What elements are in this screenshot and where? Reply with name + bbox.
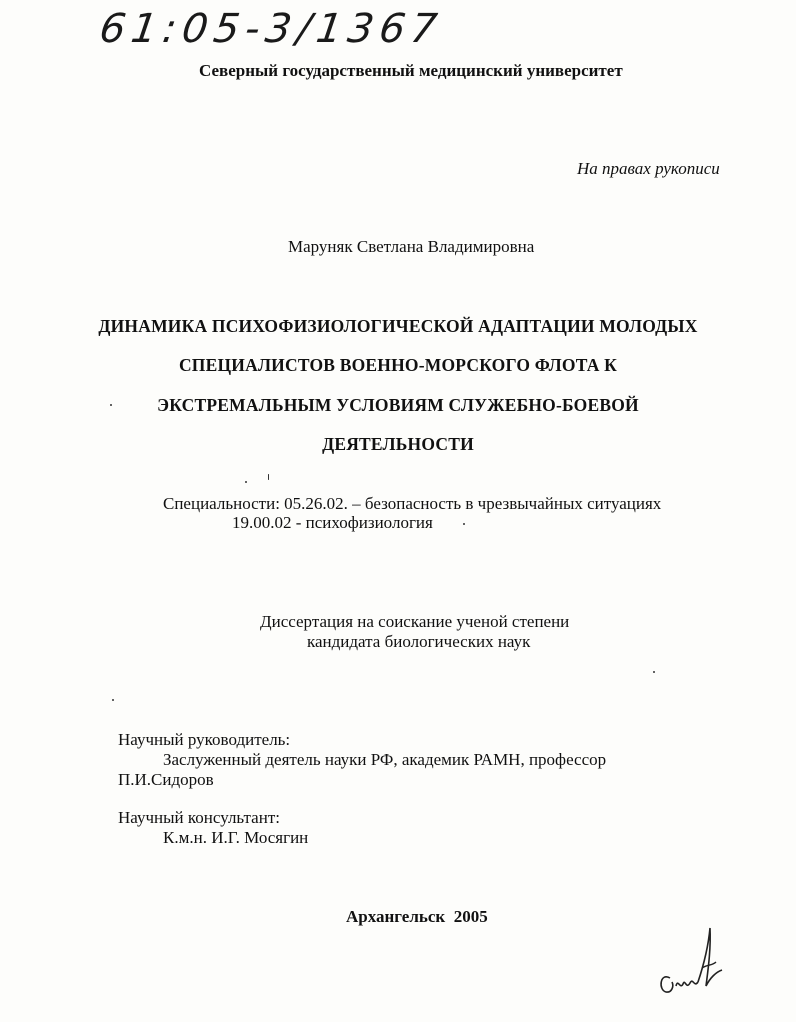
rights-note: На правах рукописи xyxy=(577,159,720,178)
consultant-label: Научный консультант: xyxy=(118,808,280,827)
scan-speck xyxy=(268,474,269,480)
title-line-1: ДИНАМИКА ПСИХОФИЗИОЛОГИЧЕСКОЙ АДАПТАЦИИ МОЛОДЫХ xyxy=(98,316,698,336)
specialties-line-1: Специальности: 05.26.02. – безопасность в чрезвычайных ситуациях xyxy=(163,494,662,513)
title-line-4: ДЕЯТЕЛЬНОСТИ xyxy=(322,434,474,454)
supervisor-label: Научный руководитель: xyxy=(118,730,291,749)
consultant-name: К.м.н. И.Г. Мосягин xyxy=(163,828,309,847)
author-name: Маруняк Светлана Владимировна xyxy=(288,237,535,256)
handwritten-archive-code: 61:05-3/1367 xyxy=(96,6,446,52)
title-line-3: ЭКСТРЕМАЛЬНЫМ УСЛОВИЯМ СЛУЖЕБНО-БОЕВОЙ xyxy=(157,395,639,415)
scan-speck xyxy=(112,699,114,701)
dissertation-line-1: Диссертация на соискание ученой степени xyxy=(260,612,570,631)
place-and-year: Архангельск 2005 xyxy=(346,907,488,926)
scan-speck xyxy=(245,481,247,483)
supervisor-name: П.И.Сидоров xyxy=(118,770,214,789)
dissertation-line-2: кандидата биологических наук xyxy=(307,632,531,651)
specialties-line-2: 19.00.02 - психофизиология xyxy=(232,513,433,532)
scan-speck xyxy=(653,671,655,673)
supervisor-title: Заслуженный деятель науки РФ, академик РАМН, профессор xyxy=(163,750,607,769)
scan-speck xyxy=(110,404,112,406)
handwritten-signature-icon xyxy=(650,920,740,1010)
title-line-2: СПЕЦИАЛИСТОВ ВОЕННО-МОРСКОГО ФЛОТА К xyxy=(178,355,618,375)
university-name: Северный государственный медицинский университет xyxy=(199,61,623,80)
scan-speck xyxy=(463,523,465,525)
